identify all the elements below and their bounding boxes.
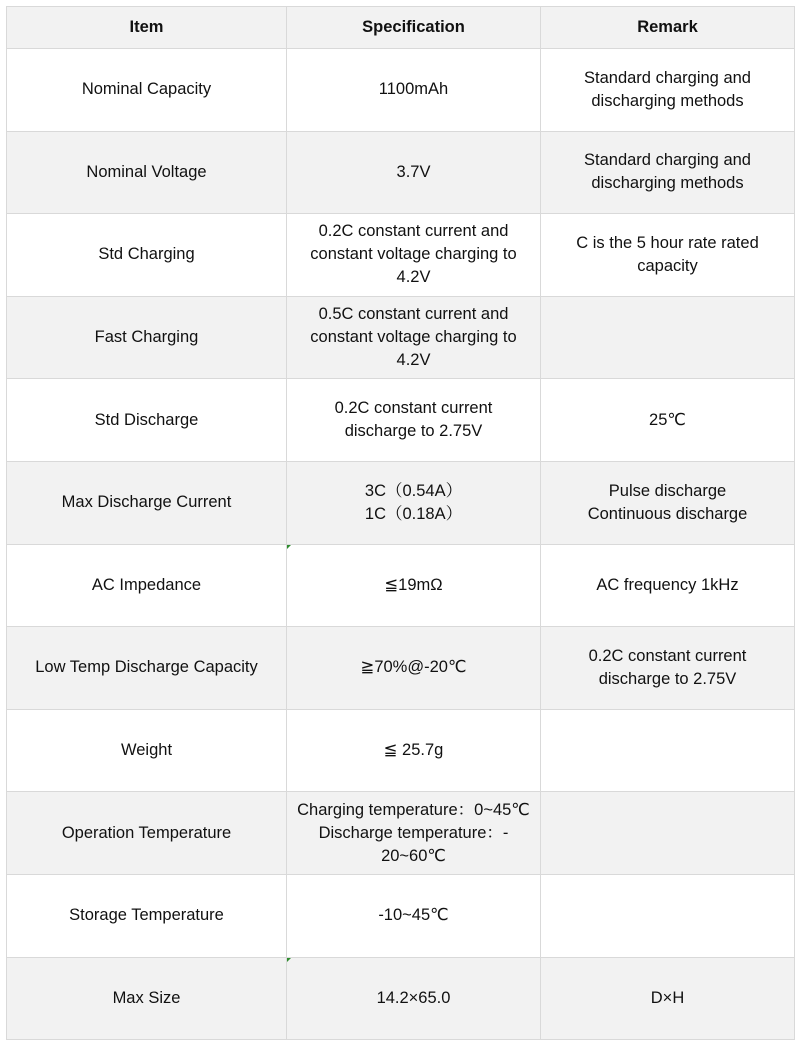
header-remark: Remark	[541, 7, 795, 49]
cell-item: Fast Charging	[7, 296, 287, 379]
table-row	[7, 874, 795, 957]
cell-spec: Charging temperature：0~45℃ Discharge temperature：- 20~60℃	[287, 792, 541, 875]
cell-remark	[541, 874, 795, 957]
cell-item: Nominal Voltage	[7, 131, 287, 214]
cell-item: Max Discharge Current	[7, 461, 287, 544]
cell-spec-marked	[287, 544, 541, 627]
table-row	[7, 461, 795, 544]
cell-remark: D×H	[541, 957, 795, 1040]
cell-spec: 14.2×65.0	[376, 988, 451, 1007]
cell-remark: 25℃	[541, 379, 795, 462]
cell-remark	[541, 709, 795, 792]
cell-item: Std Charging	[7, 214, 287, 297]
cell-spec: ≦19mΩ	[384, 575, 443, 594]
cell-remark: Standard charging and discharging methods	[541, 49, 795, 132]
cell-spec-marked	[287, 957, 541, 1040]
cell-spec: ≦ 25.7g	[287, 709, 541, 792]
cell-item: Storage Temperature	[7, 874, 287, 957]
spec-table-container	[6, 6, 794, 1040]
cell-spec: 1100mAh	[287, 49, 541, 132]
cell-item: Operation Temperature	[7, 792, 287, 875]
header-specification: Specification	[287, 7, 541, 49]
cell-item: Low Temp Discharge Capacity	[7, 627, 287, 710]
cell-remark	[541, 792, 795, 875]
cell-spec: 0.5C constant current and constant voltage charging to 4.2V	[287, 296, 541, 379]
cell-spec: -10~45℃	[287, 874, 541, 957]
cell-item: Max Size	[7, 957, 287, 1040]
cell-spec: 0.2C constant current and constant voltage charging to 4.2V	[287, 214, 541, 297]
cell-remark: AC frequency 1kHz	[541, 544, 795, 627]
table-row	[7, 131, 795, 214]
cell-remark: Standard charging and discharging methods	[541, 131, 795, 214]
cell-corner-marker	[287, 958, 291, 962]
cell-remark: C is the 5 hour rate rated capacity	[541, 214, 795, 297]
cell-spec: 0.2C constant current discharge to 2.75V	[287, 379, 541, 462]
cell-remark: Pulse discharge Continuous discharge	[541, 461, 795, 544]
table-row	[7, 544, 795, 627]
table-row	[7, 296, 795, 379]
cell-corner-marker	[287, 545, 291, 549]
table-header-row	[7, 7, 795, 49]
cell-item: Std Discharge	[7, 379, 287, 462]
table-row	[7, 379, 795, 462]
table-row	[7, 709, 795, 792]
battery-spec-table	[6, 6, 795, 1040]
cell-spec: ≧70%@-20℃	[287, 627, 541, 710]
table-row	[7, 627, 795, 710]
cell-item: Nominal Capacity	[7, 49, 287, 132]
table-row	[7, 49, 795, 132]
cell-item: Weight	[7, 709, 287, 792]
cell-spec: 3.7V	[287, 131, 541, 214]
table-row	[7, 792, 795, 875]
cell-spec: 3C（0.54A） 1C（0.18A）	[287, 461, 541, 544]
cell-remark	[541, 296, 795, 379]
table-row	[7, 957, 795, 1040]
table-row	[7, 214, 795, 297]
header-item: Item	[7, 7, 287, 49]
cell-item: AC Impedance	[7, 544, 287, 627]
cell-remark: 0.2C constant current discharge to 2.75V	[541, 627, 795, 710]
